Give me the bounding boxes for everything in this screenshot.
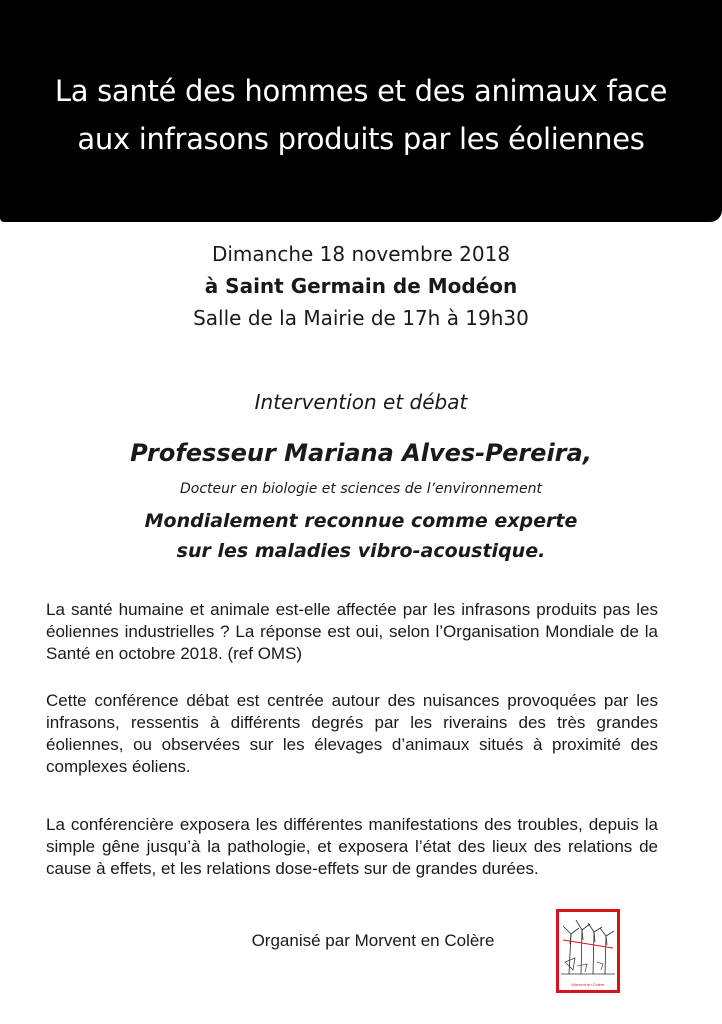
event-details xyxy=(0,238,722,334)
paragraph-intro: La santé humaine et animale est-elle affectée par les infrasons produits pas les éoliennes industrielles ? La réponse est oui, selon l’Organisation Mondiale de la Santé en octobre 2018. (ref OMS) xyxy=(46,600,658,663)
speaker-title: Docteur en biologie et sciences de l’environnement xyxy=(179,481,543,497)
speaker-name: Professeur Mariana Alves-Pereira, xyxy=(130,439,592,467)
event-place: à Saint Germain de Modéon xyxy=(204,274,518,298)
paragraph-content: La conférencière exposera les différentes manifestations des troubles, depuis la simple gêne jusqu’à la pathologie, et exposera l’état des lieux des relations de cause à effets, et les relations dose-effets sur de grandes durées. xyxy=(46,815,658,878)
title-line-2: aux infrasons produits par les éoliennes xyxy=(77,122,645,156)
title-banner xyxy=(0,0,722,222)
event-date: Dimanche 18 novembre 2018 xyxy=(211,242,511,266)
logo-caption: Morvent en Colère xyxy=(571,982,605,987)
paragraph-topic: Cette conférence débat est centrée autour des nuisances provoquées par les infrasons, ressentis à différents degrés par les riverains des très grandes éoliennes, ou observées sur les élevages d’animaux situés à proximité des complexes éoliens. xyxy=(46,691,658,776)
speaker-claim-line-2: sur les maladies vibro-acoustique. xyxy=(176,540,546,562)
title-line-1: La santé des hommes et des animaux face xyxy=(54,74,668,108)
turbines-drawing xyxy=(559,912,617,982)
speaker-claim xyxy=(0,506,722,566)
program-type: Intervention et débat xyxy=(254,390,468,414)
wind-turbines-logo-icon xyxy=(556,909,620,993)
organizer-credit: Organisé par Morvent en Colère xyxy=(251,931,495,950)
speaker-claim-line-1: Mondialement reconnue comme experte xyxy=(144,510,578,532)
event-venue: Salle de la Mairie de 17h à 19h30 xyxy=(193,306,529,330)
